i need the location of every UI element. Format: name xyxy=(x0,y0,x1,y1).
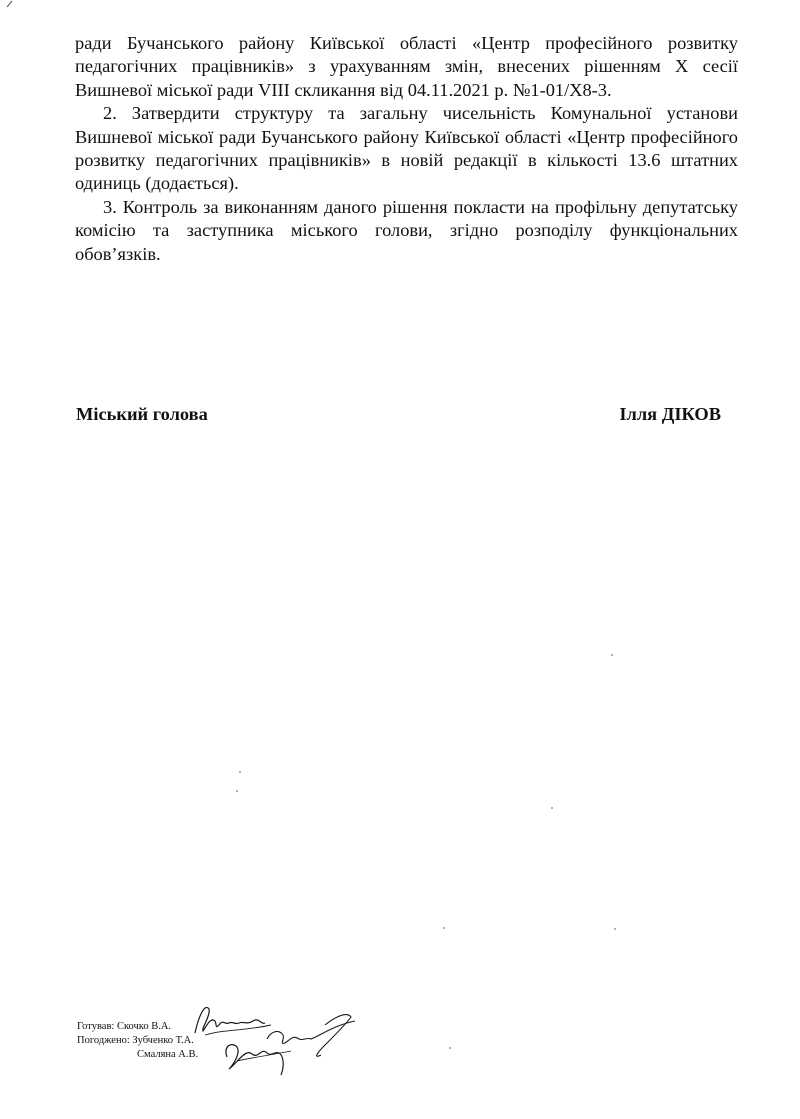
agreed-by-second: Смаляна А.В. xyxy=(137,1049,199,1060)
decision-item-3: 3. Контроль за виконанням даного рішення покласти на профільну депутатську комісію та заступника міського голови, згідно розподілу функціональних обов’язків. xyxy=(75,196,738,264)
corner-mark xyxy=(6,0,16,8)
scan-speck xyxy=(449,1047,451,1049)
signatory-title: Міський голова xyxy=(76,404,208,424)
scan-speck xyxy=(611,654,613,656)
signatory-name: Ілля ДІКОВ xyxy=(619,404,721,424)
signatory-block xyxy=(76,404,721,425)
scan-speck xyxy=(239,771,241,773)
handwritten-signatures xyxy=(175,995,375,1085)
document-body xyxy=(75,32,738,266)
agreed-by: Погоджено: Зубченко Т.А. xyxy=(77,1035,194,1046)
scan-speck xyxy=(236,790,238,792)
scan-speck xyxy=(443,927,445,929)
decision-item-2: 2. Затвердити структуру та загальну чисельність Комунальної установи Вишневої міської ради Бучанського району Київської області «Центр професійного розвитку педагогічних працівників» в новій редакції в кількості 13.6 штатних одиниць (додається). xyxy=(75,103,738,194)
scan-speck xyxy=(551,807,553,809)
scan-speck xyxy=(614,928,616,930)
prepared-by: Готував: Скочко В.А. xyxy=(77,1021,172,1032)
continuation-paragraph: ради Бучанського району Київської області «Центр професійного розвитку педагогічних працівників» з урахуванням змін, внесених рішенням Х сесії Вишневої міської ради VIII скликання від 04.11.2021 р. №1-01/Х8-3. xyxy=(75,33,738,100)
